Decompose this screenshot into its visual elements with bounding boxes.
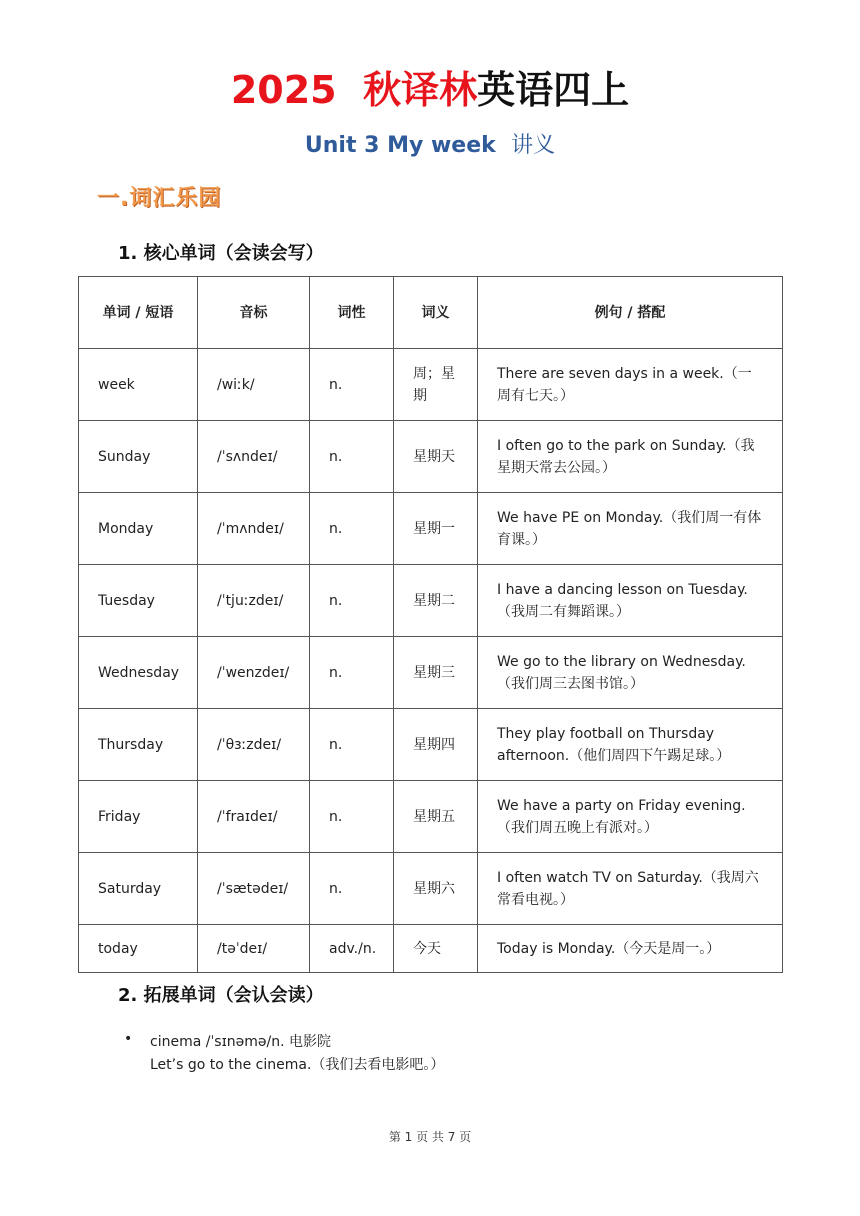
cell-phonetic: /wiːk/ — [198, 349, 310, 421]
cell-meaning: 星期五 — [394, 781, 478, 853]
subtitle-unit: Unit 3 My week — [304, 133, 496, 158]
core-words-heading: 1. 核心单词（会读会写） — [118, 243, 324, 264]
cell-pos: n. — [310, 349, 394, 421]
cell-word: Monday — [79, 493, 198, 565]
cell-meaning: 今天 — [394, 925, 478, 973]
header-meaning: 词义 — [394, 277, 478, 349]
cell-example: Today is Monday.（今天是周一。） — [478, 925, 783, 973]
table-row — [79, 925, 783, 973]
table-row — [79, 709, 783, 781]
cell-phonetic: /ˈfraɪdeɪ/ — [198, 781, 310, 853]
cell-example: I often go to the park on Sunday.（我星期天常去公园。） — [478, 421, 783, 493]
cell-pos: adv./n. — [310, 925, 394, 973]
table-row — [79, 421, 783, 493]
title-year: 2025 — [230, 68, 337, 112]
header-pos: 词性 — [310, 277, 394, 349]
cell-pos: n. — [310, 565, 394, 637]
bullet-icon: • — [124, 1031, 133, 1047]
cell-phonetic: /ˈθɜːzdeɪ/ — [198, 709, 310, 781]
cell-meaning: 星期三 — [394, 637, 478, 709]
cell-word: Tuesday — [79, 565, 198, 637]
cell-word: Thursday — [79, 709, 198, 781]
cell-word: today — [79, 925, 198, 973]
table-header-row — [79, 277, 783, 349]
cell-meaning: 周；星期 — [394, 349, 478, 421]
section-heading: 一.词汇乐园 — [97, 186, 222, 211]
page-title — [0, 66, 860, 114]
cell-pos: n. — [310, 421, 394, 493]
vocab-table — [78, 276, 783, 973]
cell-example: We go to the library on Wednesday.（我们周三去图书馆。） — [478, 637, 783, 709]
cell-pos: n. — [310, 709, 394, 781]
header-phonetic: 音标 — [198, 277, 310, 349]
header-example: 例句 / 搭配 — [478, 277, 783, 349]
title-rest: 英语四上 — [477, 68, 630, 112]
cell-example: They play football on Thursday afternoon.（他们周四下午踢足球。） — [478, 709, 783, 781]
table-row — [79, 349, 783, 421]
cell-word: Friday — [79, 781, 198, 853]
cell-example: We have a party on Friday evening.（我们周五晚上有派对。） — [478, 781, 783, 853]
table-row — [79, 781, 783, 853]
cell-example: I have a dancing lesson on Tuesday.（我周二有舞蹈课。） — [478, 565, 783, 637]
cell-example: We have PE on Monday.（我们周一有体育课。） — [478, 493, 783, 565]
cell-pos: n. — [310, 781, 394, 853]
table-row — [79, 493, 783, 565]
cell-phonetic: /ˈmʌndeɪ/ — [198, 493, 310, 565]
cell-pos: n. — [310, 637, 394, 709]
cell-meaning: 星期二 — [394, 565, 478, 637]
cell-meaning: 星期六 — [394, 853, 478, 925]
cell-meaning: 星期一 — [394, 493, 478, 565]
cell-pos: n. — [310, 853, 394, 925]
cell-word: Wednesday — [79, 637, 198, 709]
cell-pos: n. — [310, 493, 394, 565]
extended-words-heading: 2. 拓展单词（会认会读） — [118, 985, 324, 1006]
table-row — [79, 637, 783, 709]
cell-word: Sunday — [79, 421, 198, 493]
table-row — [79, 853, 783, 925]
extended-example: Let’s go to the cinema.（我们去看电影吧。） — [150, 1057, 445, 1073]
cell-phonetic: /ˈtjuːzdeɪ/ — [198, 565, 310, 637]
cell-phonetic: /ˈwenzdeɪ/ — [198, 637, 310, 709]
cell-word: Saturday — [79, 853, 198, 925]
extended-entry: cinema /ˈsɪnəmə/n. 电影院 — [150, 1034, 332, 1050]
table-row — [79, 565, 783, 637]
cell-meaning: 星期天 — [394, 421, 478, 493]
cell-phonetic: /ˈsætədeɪ/ — [198, 853, 310, 925]
cell-meaning: 星期四 — [394, 709, 478, 781]
cell-phonetic: /ˈsʌndeɪ/ — [198, 421, 310, 493]
page-footer: 第 1 页 共 7 页 — [388, 1130, 472, 1144]
title-brand: 秋译林 — [363, 68, 478, 112]
cell-example: I often watch TV on Saturday.（我周六常看电视。） — [478, 853, 783, 925]
header-word: 单词 / 短语 — [79, 277, 198, 349]
page-subtitle — [0, 130, 860, 162]
cell-phonetic: /təˈdeɪ/ — [198, 925, 310, 973]
subtitle-cn: 讲义 — [511, 133, 556, 158]
cell-word: week — [79, 349, 198, 421]
cell-example: There are seven days in a week.（一周有七天。） — [478, 349, 783, 421]
